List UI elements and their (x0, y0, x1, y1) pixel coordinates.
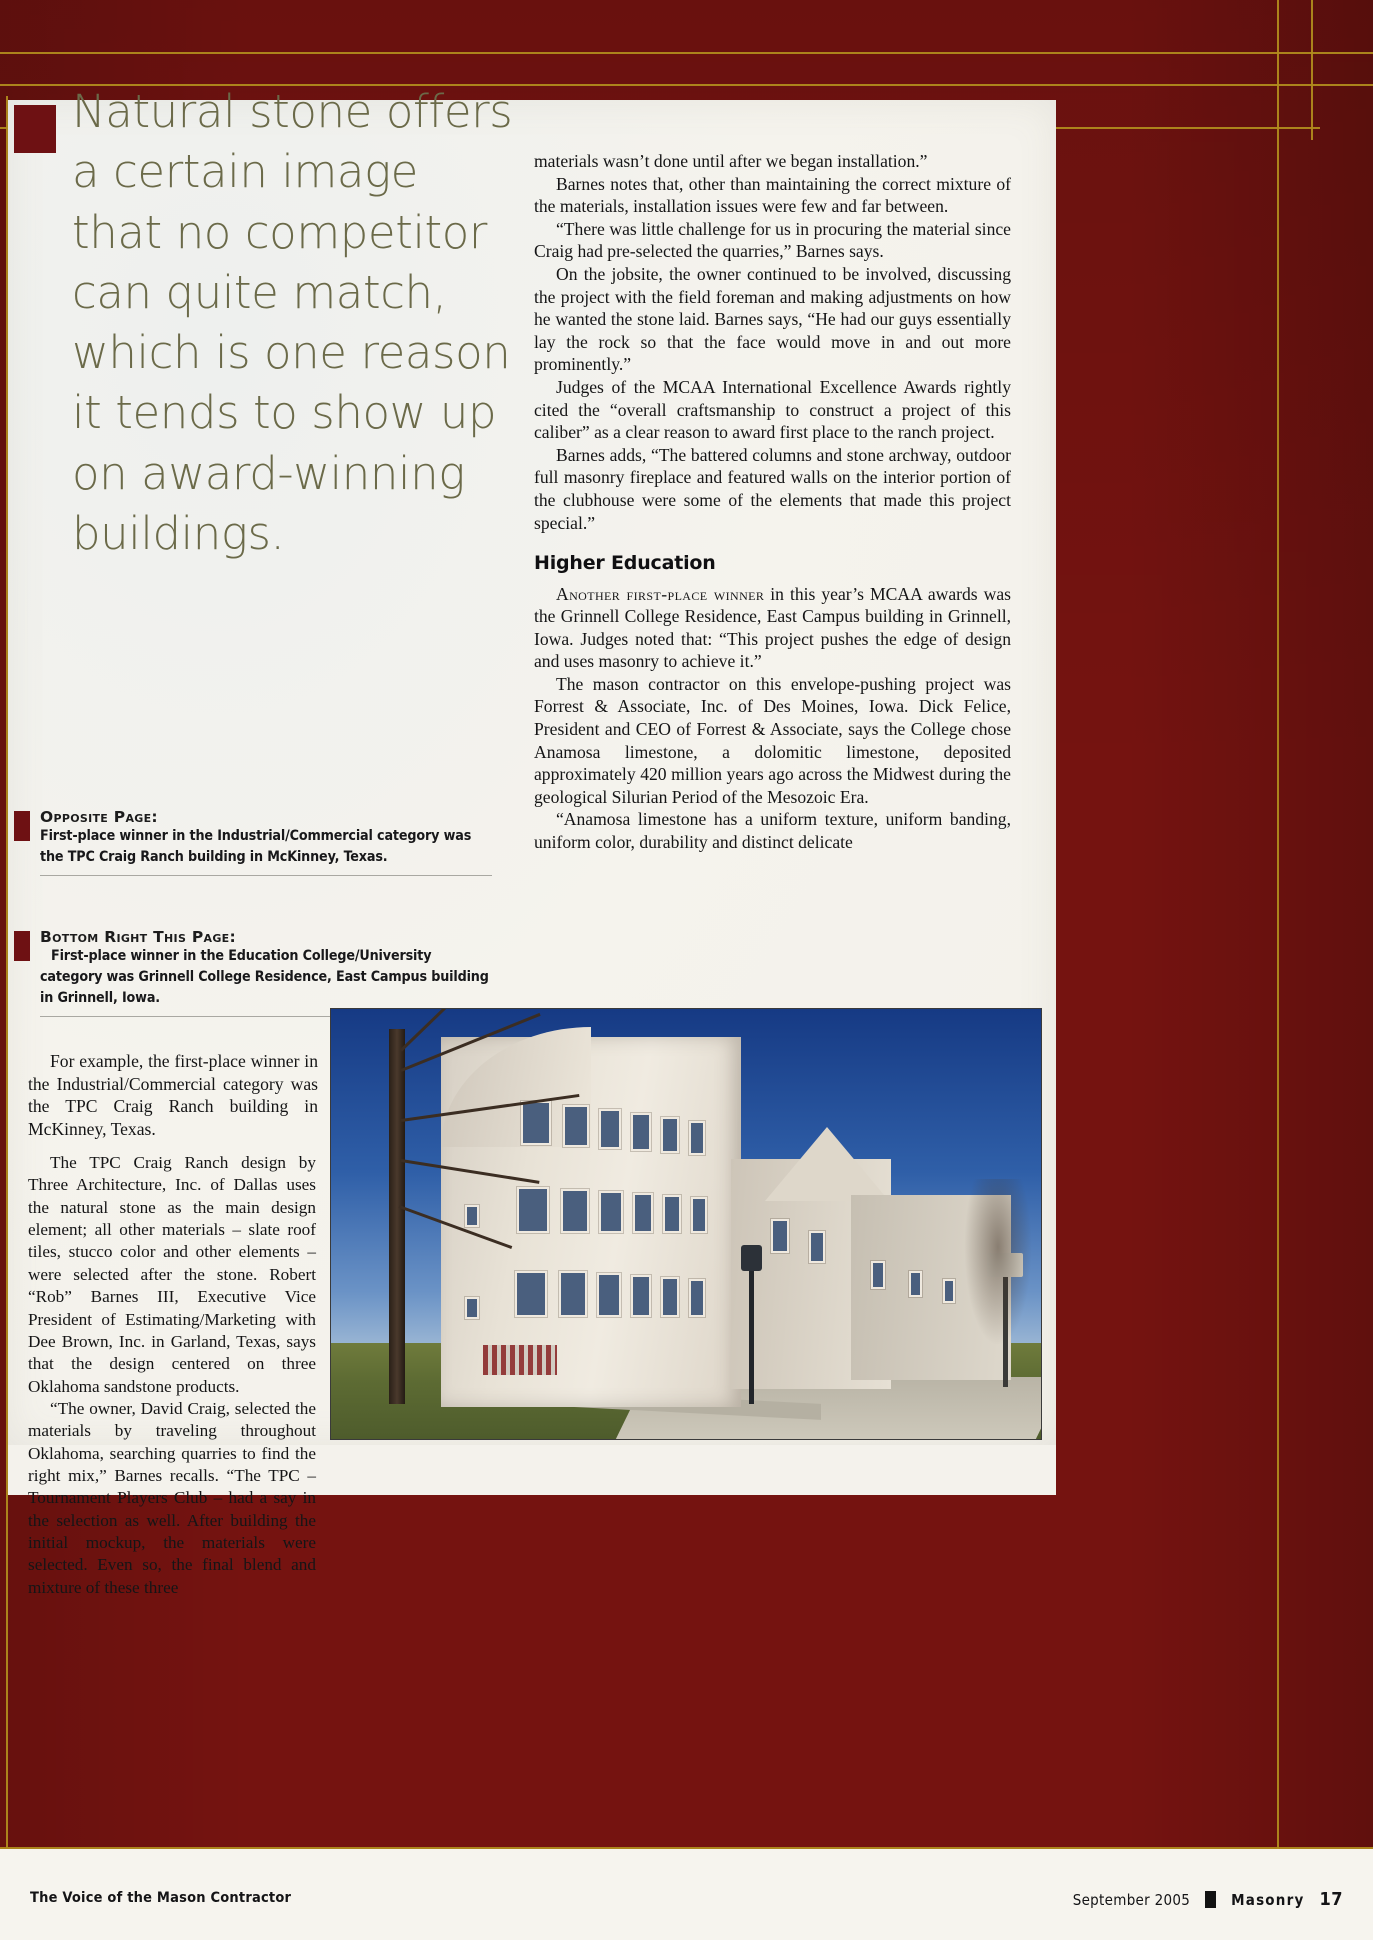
photo-lamp-head (741, 1245, 762, 1271)
paragraph: The TPC Craig Ranch design by Three Architecture, Inc. of Dallas uses the natural stone as the main design element; all other materials – slate roof tiles, stucco color and other elements – were selected after the stone. Robert “Rob” Barnes III, Executive Vice President of Estimating/Marketing with Dee Brown, Inc. in Garland, Texas, says that the design centered on three Oklahoma sandstone products. (28, 1153, 316, 1396)
photo-window (515, 1271, 547, 1317)
photo-window (631, 1275, 651, 1317)
paragraph: Barnes adds, “The battered columns and stone archway, outdoor full masonry fireplace and featured walls on the interior portion of the clubhouse were some of the elements that made this project special.” (534, 444, 1011, 533)
photo-window-small (465, 1297, 479, 1319)
pull-quote-text: Natural stone offers a certain image that no competitor can quite match, which is one reason it tends to show up on award-winning buildings. (72, 85, 513, 561)
photo-window (563, 1105, 589, 1147)
paragraph: The mason contractor on this envelope-pushing project was Forrest & Associate, Inc. of Des Moines, Iowa. Dick Felice, President and CEO of Forrest & Associate, says the College chose Anamosa limestone, a dolomitic limestone, deposited approximately 420 million years ago across the Midwest during the geological Silurian Period of the Mesozoic Era. (534, 673, 1011, 807)
photo-window (871, 1261, 885, 1289)
photo-window (559, 1271, 587, 1317)
photo-building-gable (765, 1127, 889, 1201)
photo-tree-trunk (389, 1029, 405, 1404)
footer-meta (1073, 1889, 1343, 1910)
paragraph: Barnes notes that, other than maintaining the correct mixture of the materials, installation issues were few and far between. (534, 173, 1011, 217)
footer-page-number: 17 (1319, 1889, 1343, 1910)
paragraph: materials wasn’t done until after we began installation.” (534, 151, 928, 171)
paragraph: “There was little challenge for us in procuring the material since Craig had pre-selected the quarries,” Barnes says. (534, 218, 1011, 262)
footer-date: September 2005 (1072, 1890, 1191, 1909)
left-column-intro (28, 1050, 318, 1140)
caption-heading: Opposite Page: (40, 808, 158, 826)
gold-rule-right-1 (1277, 0, 1279, 1852)
photo-window (661, 1277, 679, 1317)
photo-window (599, 1109, 621, 1149)
caption-bottom-right-this-page (14, 928, 494, 1017)
photo-window (661, 1117, 679, 1153)
photo-window (771, 1219, 789, 1253)
left-column-continued (28, 1152, 316, 1599)
photo-window (561, 1189, 589, 1233)
pull-quote-square-marker (14, 105, 56, 153)
right-column (534, 150, 1011, 854)
photo-window (909, 1271, 922, 1297)
caption-opposite-page (14, 808, 494, 876)
caption-divider (40, 875, 492, 876)
gold-rule-top-1 (0, 52, 1373, 54)
lead-smallcaps: Another first-place winner (556, 583, 765, 604)
photo-window (691, 1197, 707, 1233)
caption-heading: Bottom Right This Page: (40, 928, 236, 946)
footer-square-icon (1205, 1891, 1216, 1908)
paragraph: Judges of the MCAA International Excellence Awards rightly cited the “overall craftsmanship to construct a project of this caliber” as a clear reason to award first place to the ranch project. (534, 376, 1011, 443)
caption-text: First-place winner in the Industrial/Commercial category was the TPC Craig Ranch building in McKinney, Texas. (40, 828, 472, 865)
footer-tagline: The Voice of the Mason Contractor (30, 1890, 292, 1906)
paragraph-lead (534, 583, 1011, 673)
photo-window-small (465, 1205, 479, 1227)
photo-window (943, 1279, 955, 1303)
photo-window (599, 1191, 623, 1233)
caption-square-marker (14, 811, 30, 841)
photo-lamp-post (749, 1254, 754, 1404)
photo-window (521, 1101, 551, 1145)
caption-text: First-place winner in the Education College/University category was Grinnell College Residence, East Campus building in Grinnell, Iowa. (40, 948, 489, 1006)
grinnell-college-residence-photo (330, 1008, 1042, 1440)
photo-window (517, 1187, 549, 1233)
pull-quote (14, 82, 514, 564)
caption-square-marker (14, 931, 30, 961)
paragraph: “The owner, David Craig, selected the materials by traveling throughout Oklahoma, searching quarries to find the right mix,” Barnes recalls. “The TPC – Tournament Players Club – had a say in the selection as well. After building the initial mockup, the materials were selected. Even so, the final blend and mixture of these three (28, 1398, 316, 1597)
photo-window (663, 1195, 681, 1233)
section-heading-higher-education: Higher Education (534, 552, 716, 575)
lead-rest: in this year’s MCAA awards was the Grinnell College Residence, East Campus building in Grinnell, Iowa. Judges noted that: “This project pushes the edge of design and uses masonry to achieve it.” (534, 583, 1011, 672)
paragraph: On the jobsite, the owner continued to be involved, discussing the project with the field foreman and making adjustments on how he wanted the stone laid. Barnes says, “He had our guys essentially lay the rock so that the face would move in and out more prominently.” (534, 263, 1011, 375)
paragraph: For example, the first-place winner in the Industrial/Commercial category was the TPC Craig Ranch building in McKinney, Texas. (28, 1051, 318, 1139)
paragraph: “Anamosa limestone has a uniform texture, uniform banding, uniform color, durability and distinct delicate (534, 809, 1011, 853)
photo-window (631, 1113, 651, 1151)
photo-window (689, 1279, 705, 1317)
photo-window (597, 1273, 621, 1317)
photo-distant-tree (963, 1179, 1033, 1349)
photo-bike-rack (483, 1345, 557, 1375)
gold-rule-right-2 (1311, 0, 1313, 140)
photo-window (809, 1231, 825, 1263)
photo-window (633, 1193, 653, 1233)
footer-magazine-name: Masonry (1231, 1890, 1305, 1909)
photo-window (689, 1121, 705, 1155)
